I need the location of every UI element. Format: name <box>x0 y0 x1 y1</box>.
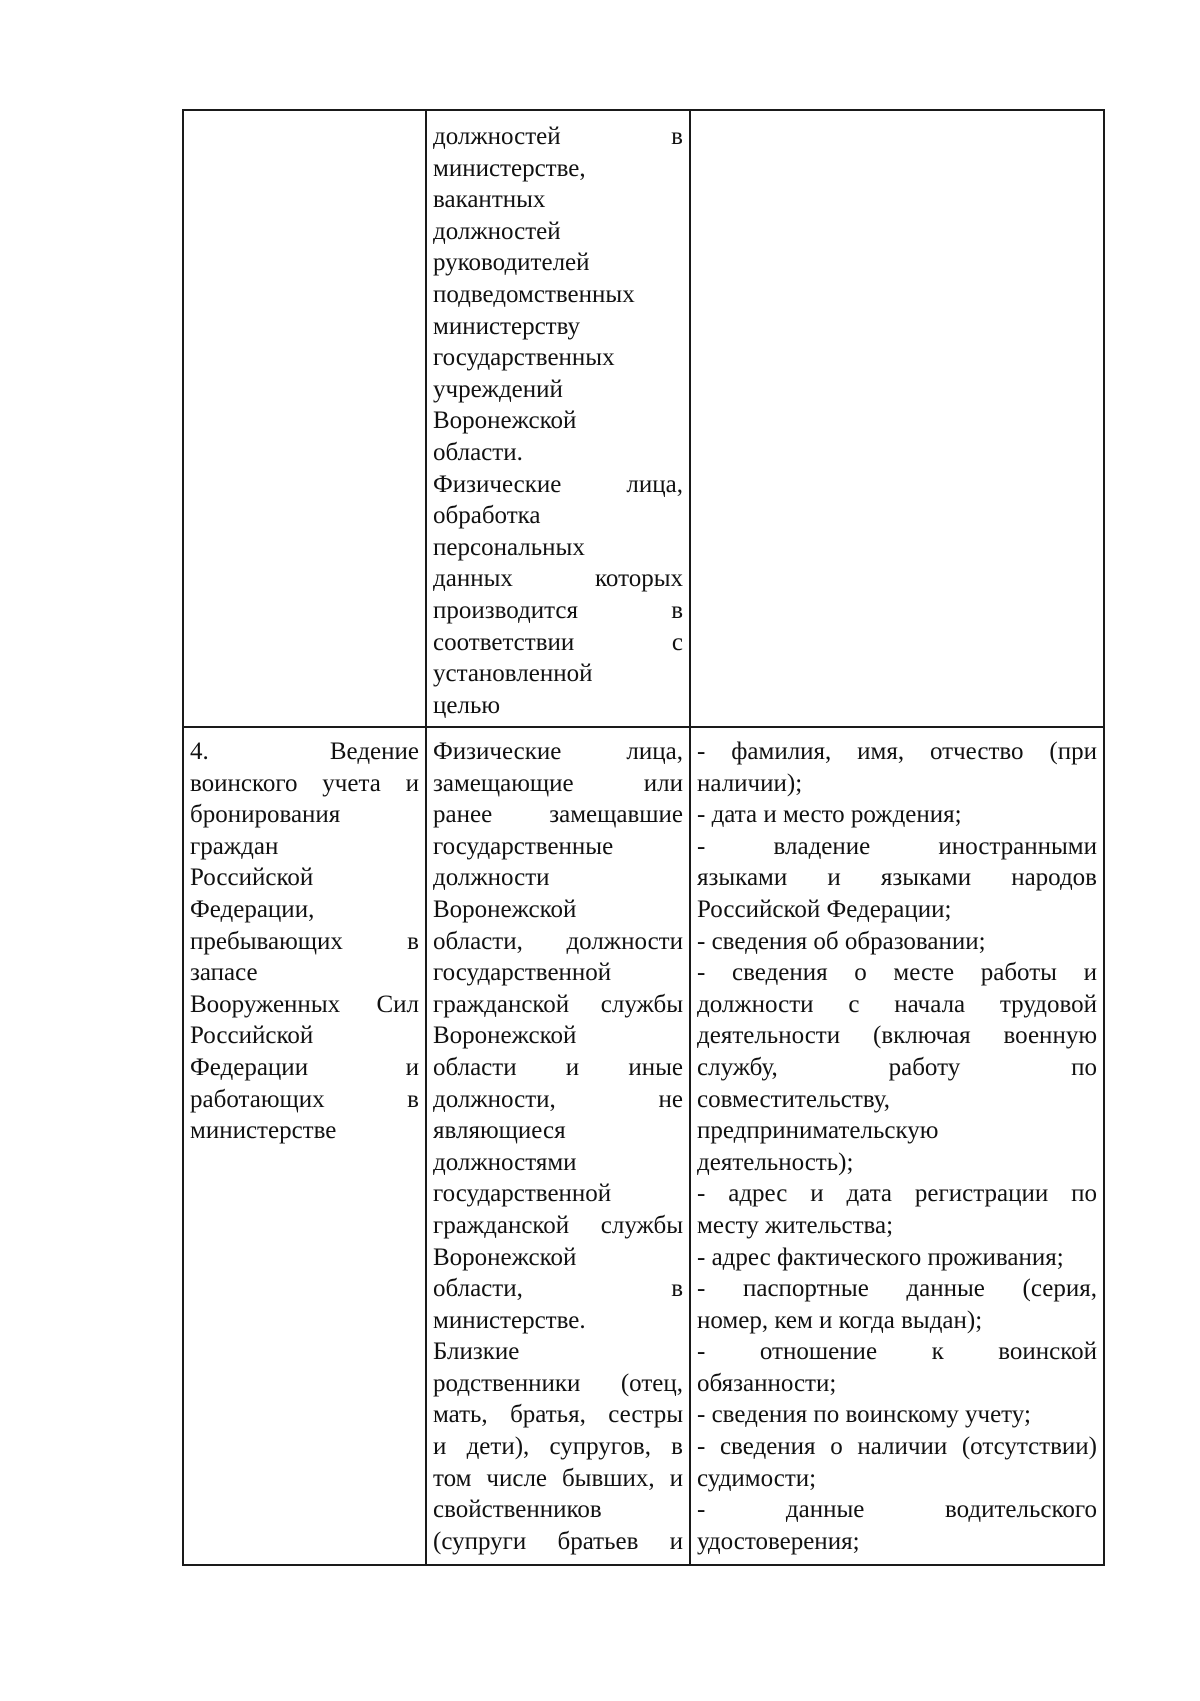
text-line: Физические лица, <box>433 470 683 498</box>
text-line: области, в <box>433 1275 683 1303</box>
text-line: - адрес и дата регистрации по <box>697 1180 1097 1208</box>
text-line: ранее замещавшие <box>433 801 683 829</box>
cell-text <box>697 736 1097 1557</box>
text-line: замещающие или <box>433 769 683 797</box>
text-line: должности, не <box>433 1085 683 1113</box>
text-line: - сведения о месте работы и <box>697 959 1097 987</box>
text-line: министерстве. <box>433 1306 586 1334</box>
text-line: удостоверения; <box>697 1527 860 1555</box>
text-line: должностей в <box>433 123 683 150</box>
text-line: данных которых <box>433 565 683 593</box>
text-line: Федерации, <box>190 895 315 923</box>
text-line: том числе бывших, и <box>433 1464 683 1492</box>
text-line: мать, братья, сестры <box>433 1401 683 1429</box>
text-line: - сведения о наличии (отсутствии) <box>697 1433 1097 1461</box>
text-line: руководителей <box>433 249 590 277</box>
text-line: 4. Ведение <box>190 738 419 765</box>
text-line: - адрес фактического проживания; <box>697 1243 1064 1271</box>
text-line: государственные <box>433 832 614 860</box>
text-line: - сведения по воинскому учету; <box>697 1401 1031 1429</box>
table-cell-activity <box>184 728 427 1564</box>
text-line: - паспортные данные (серия, <box>697 1275 1097 1303</box>
text-line: Российской Федерации; <box>697 895 952 923</box>
text-line: производится в <box>433 596 683 624</box>
cell-text <box>433 736 683 1557</box>
text-line: Воронежской <box>433 895 577 923</box>
text-line: соответствии с <box>433 628 683 656</box>
text-line: министерству <box>433 312 581 340</box>
text-line: являющиеся <box>433 1117 566 1145</box>
text-line: области и иные <box>433 1053 683 1081</box>
text-line: гражданской службы <box>433 1211 683 1239</box>
text-line: пребывающих в <box>190 927 419 955</box>
text-line: предпринимательскую <box>697 1117 939 1145</box>
text-line: государственной <box>433 1180 612 1208</box>
text-line: обязанности; <box>697 1369 837 1397</box>
text-line: - фамилия, имя, отчество (при <box>697 738 1097 765</box>
text-line: (супруги братьев и <box>433 1527 683 1555</box>
text-line: родственники (отец, <box>433 1369 683 1397</box>
table-cell-data-list <box>691 111 1103 726</box>
text-line: Вооруженных Сил <box>190 990 419 1018</box>
text-line: месту жительства; <box>697 1211 894 1239</box>
table-cell-subjects <box>427 111 691 726</box>
text-line: свойственников <box>433 1496 602 1524</box>
text-line: номер, кем и когда выдан); <box>697 1306 983 1334</box>
text-line: и дети), супругов, в <box>433 1433 683 1461</box>
text-line: Российской <box>190 864 314 892</box>
text-line: Воронежской <box>433 1022 577 1050</box>
table-row <box>184 111 1103 728</box>
text-line: воинского учета и <box>190 769 419 797</box>
text-line: вакантных <box>433 186 546 214</box>
table-row <box>184 728 1103 1564</box>
text-line: наличии); <box>697 769 803 797</box>
text-line: государственной <box>433 959 612 987</box>
text-line: гражданской службы <box>433 990 683 1018</box>
text-line: государственных <box>433 344 615 372</box>
text-line: министерстве <box>190 1117 337 1145</box>
text-line: совместительству, <box>697 1085 891 1113</box>
document-table <box>182 109 1105 1566</box>
text-line: - данные водительского <box>697 1496 1097 1524</box>
text-line: целью <box>433 691 501 719</box>
text-line: запасе <box>190 959 258 987</box>
text-line: Федерации и <box>190 1053 419 1081</box>
text-line: Физические лица, <box>433 738 683 765</box>
text-line: - сведения об образовании; <box>697 927 986 955</box>
text-line: - владение иностранными <box>697 832 1097 860</box>
table-cell-subjects <box>427 728 691 1564</box>
text-line: Воронежской <box>433 407 577 435</box>
text-line: обработка <box>433 502 541 530</box>
text-line: - дата и место рождения; <box>697 801 962 829</box>
text-line: - отношение к воинской <box>697 1338 1097 1366</box>
text-line: работающих в <box>190 1085 419 1113</box>
text-line: должностей <box>433 217 561 245</box>
table-cell-data-list <box>691 728 1103 1564</box>
text-line: граждан <box>190 832 279 860</box>
text-line: деятельности (включая военную <box>697 1022 1097 1050</box>
text-line: должности с начала трудовой <box>697 990 1097 1018</box>
text-line: министерстве, <box>433 154 586 182</box>
text-line: подведомственных <box>433 280 635 308</box>
text-line: Близкие <box>433 1338 520 1366</box>
text-line: должности <box>433 864 550 892</box>
text-line: должностями <box>433 1148 577 1176</box>
text-line: персональных <box>433 533 585 561</box>
table-cell-activity <box>184 111 427 726</box>
text-line: языками и языками народов <box>697 864 1097 892</box>
cell-text <box>190 736 419 1147</box>
text-line: службу, работу по <box>697 1053 1097 1081</box>
text-line: области. <box>433 438 523 466</box>
text-line: Воронежской <box>433 1243 577 1271</box>
text-line: области, должности <box>433 927 683 955</box>
text-line: деятельность); <box>697 1148 854 1176</box>
text-line: учреждений <box>433 375 563 403</box>
text-line: Российской <box>190 1022 314 1050</box>
text-line: судимости; <box>697 1464 817 1492</box>
text-line: установленной <box>433 660 593 688</box>
cell-text <box>433 121 683 721</box>
text-line: бронирования <box>190 801 341 829</box>
